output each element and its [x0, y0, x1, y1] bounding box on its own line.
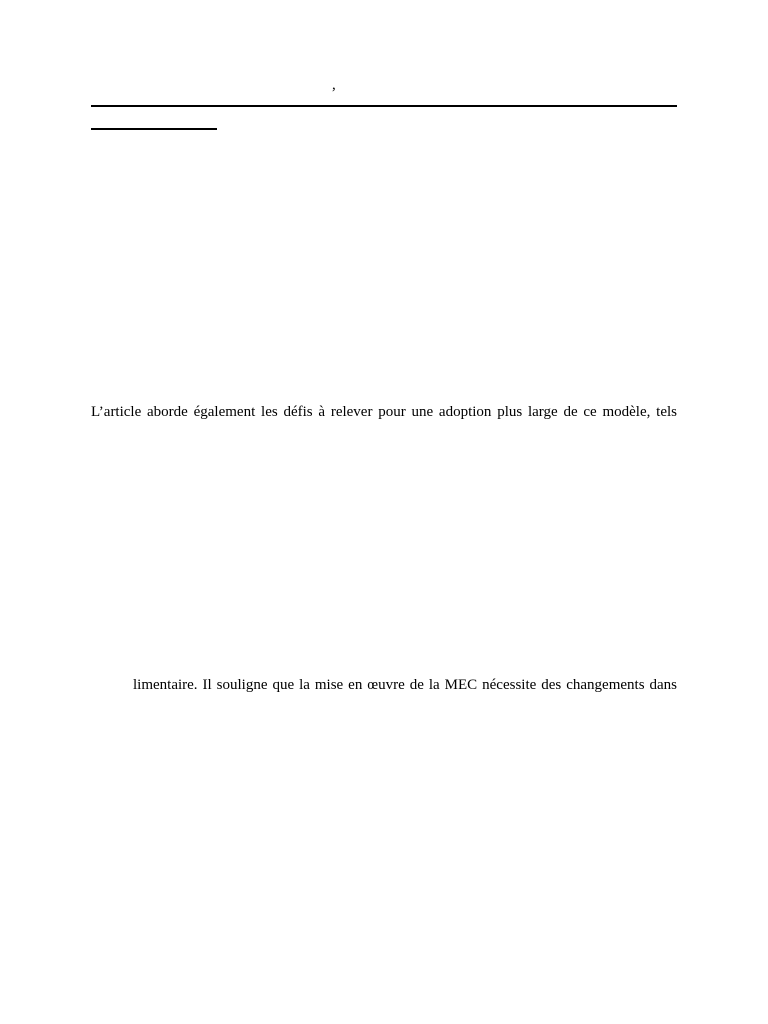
header-underline-rule-short — [91, 128, 217, 130]
paragraph-line: L’article aborde également les défis à relever pour une adoption plus large de ce modèle, tels — [91, 404, 677, 420]
paragraph-line: limentaire. Il souligne que la mise en œuvre de la MEC nécessite des changements dans — [133, 677, 677, 693]
header-underline-rule — [91, 105, 677, 107]
header-comma-fragment: , — [332, 77, 336, 93]
